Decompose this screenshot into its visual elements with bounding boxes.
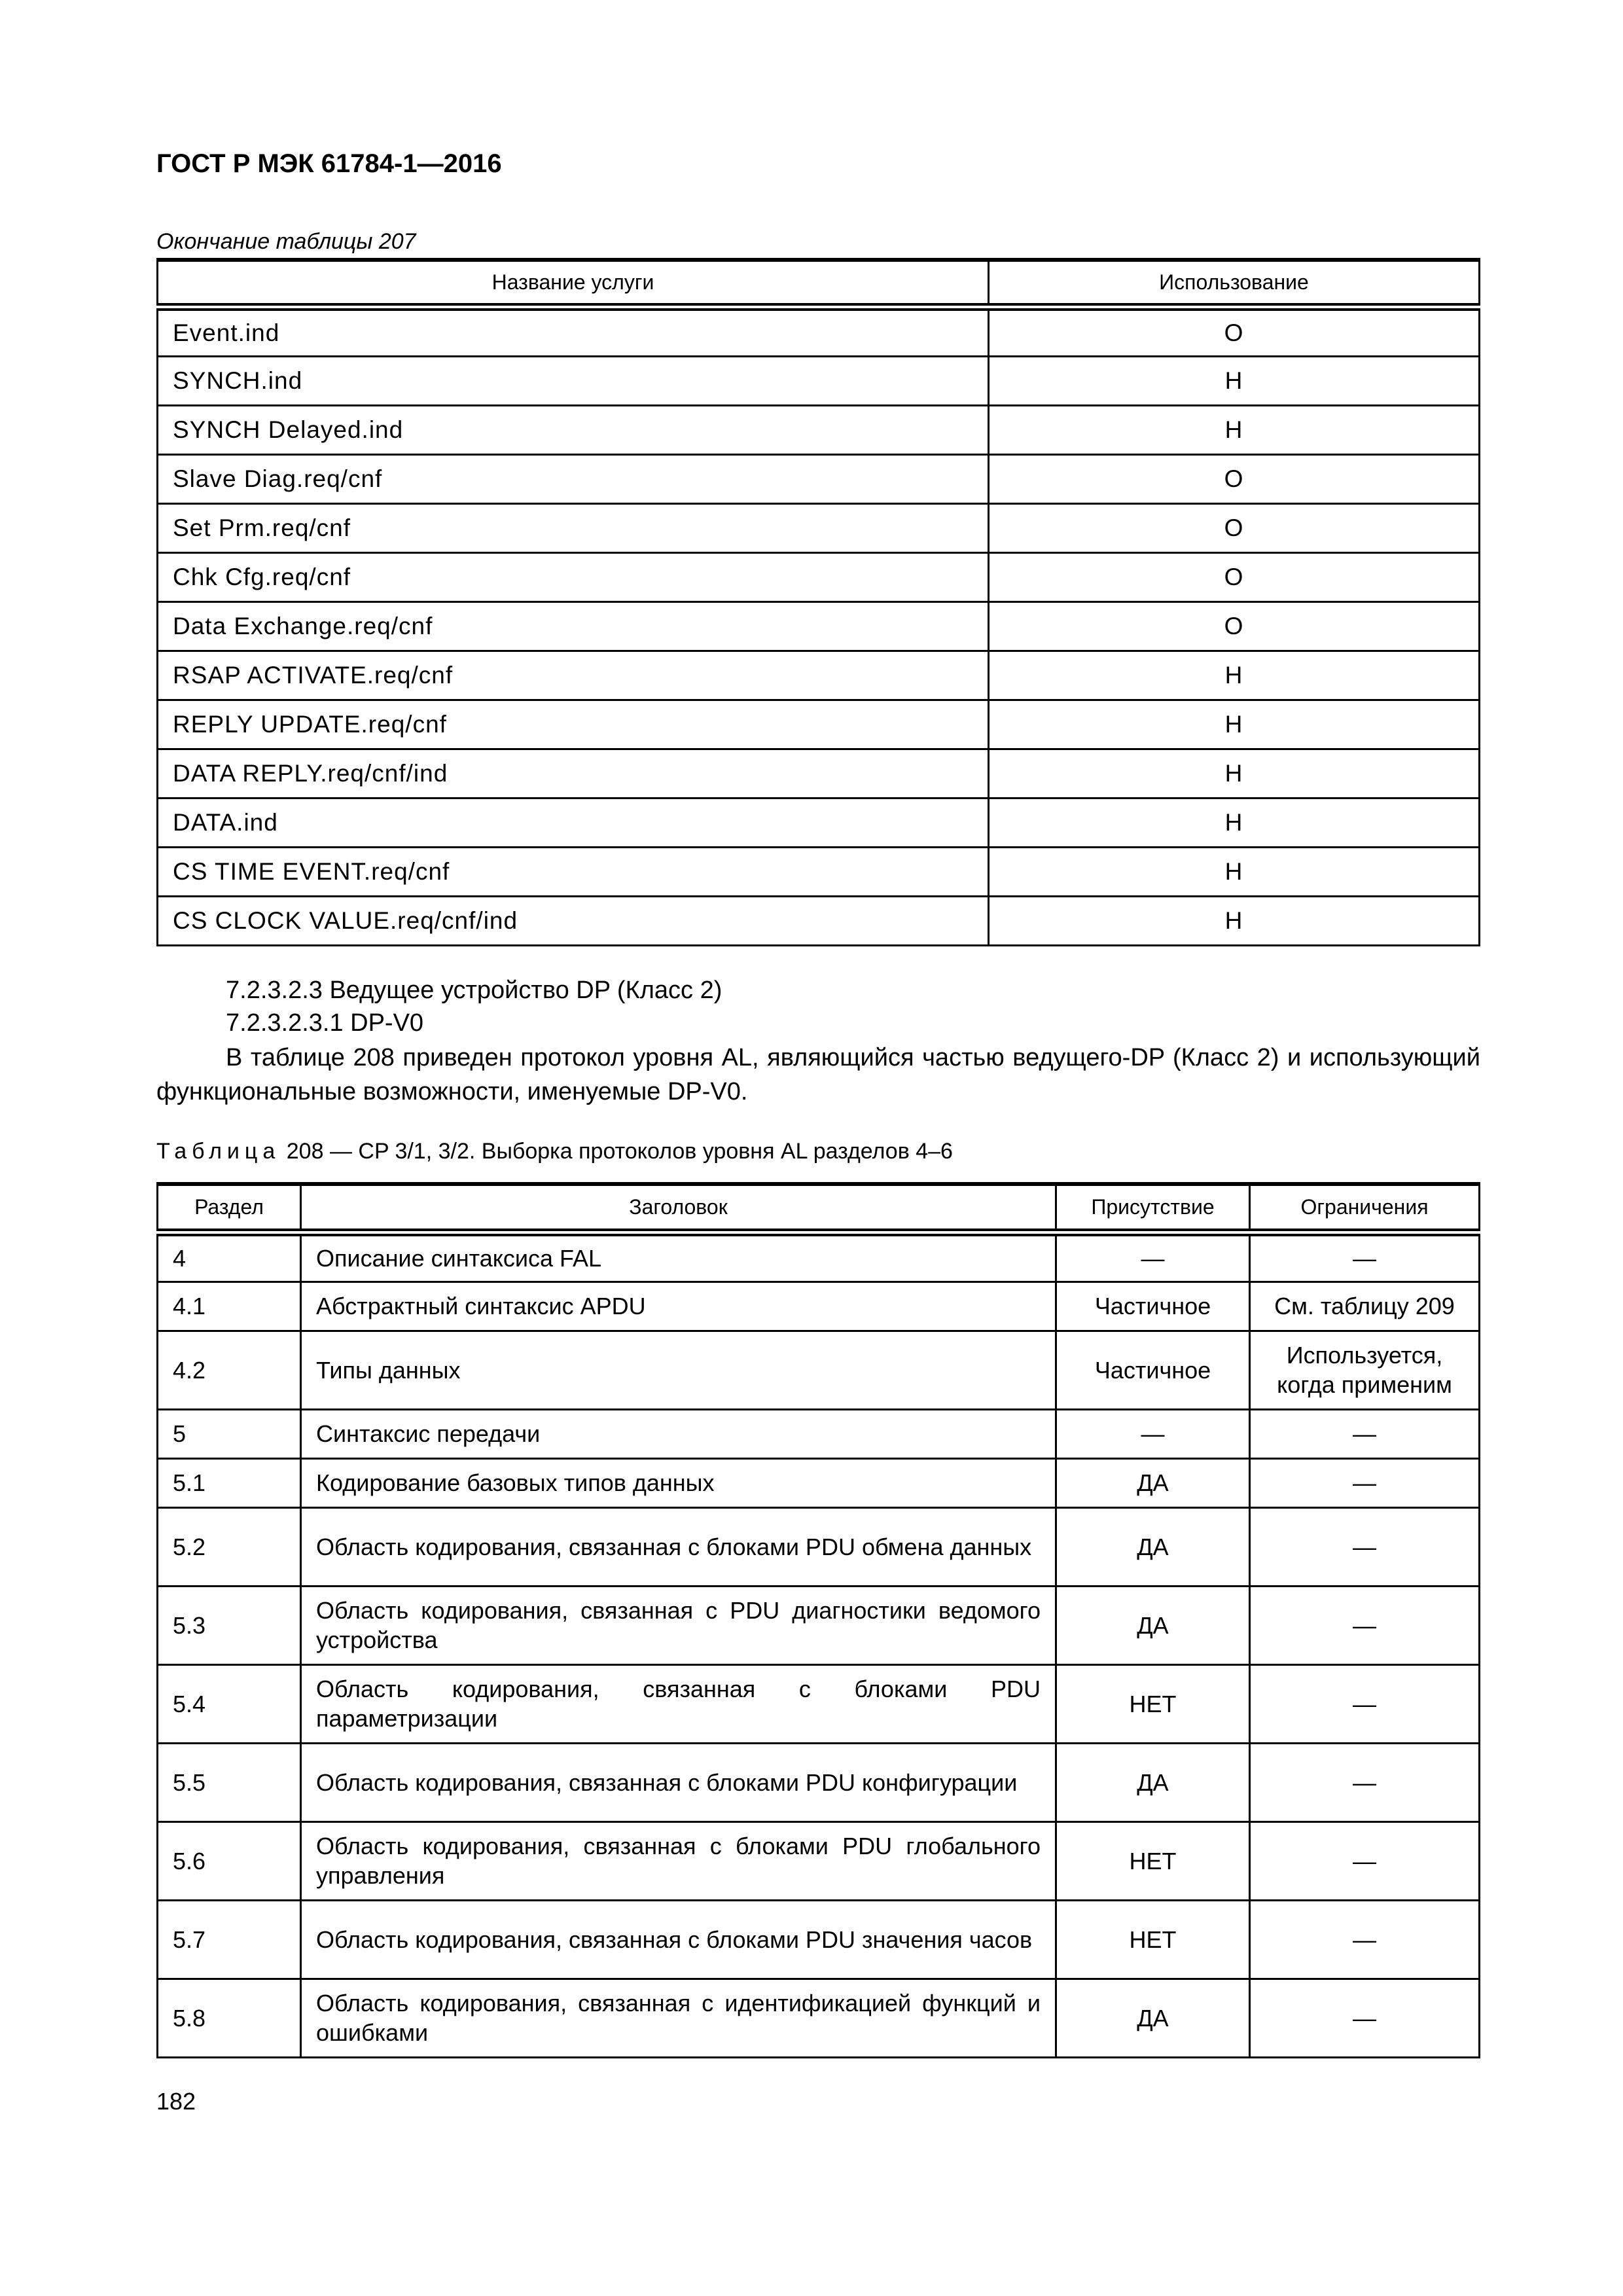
usage-cell: O [989,601,1480,651]
table-row [158,356,1480,405]
table-208-caption [156,1139,953,1164]
table-row [158,307,1480,356]
section-cell: 5.1 [158,1458,301,1507]
service-name-cell: CS TIME EVENT.req/cnf [158,847,989,896]
title-cell: Синтаксис передачи [301,1409,1056,1458]
restrictions-cell: — [1250,1743,1480,1821]
table-row [158,454,1480,503]
column-header: Ограничения [1250,1184,1480,1232]
title-cell: Область кодирования, связанная с блоками PDU обмена данных [301,1507,1056,1586]
column-header: Название услуги [158,260,989,307]
service-name-cell: SYNCH.ind [158,356,989,405]
title-cell: Область кодирования, связанная с блоками PDU параметризации [301,1664,1056,1743]
section-cell: 4.2 [158,1331,301,1409]
title-cell: Область кодирования, связанная с блоками PDU глобального управления [301,1821,1056,1900]
title-cell: Область кодирования, связанная с блоками PDU конфигурации [301,1743,1056,1821]
table-row [158,1331,1480,1409]
section-cell: 5.4 [158,1664,301,1743]
column-header: Раздел [158,1184,301,1232]
restrictions-cell: — [1250,1979,1480,2057]
table-row [158,798,1480,847]
service-name-cell: CS CLOCK VALUE.req/cnf/ind [158,896,989,945]
usage-cell: H [989,405,1480,454]
service-name-cell: Set Prm.req/cnf [158,503,989,552]
usage-cell: O [989,307,1480,356]
service-name-cell: RSAP ACTIVATE.req/cnf [158,651,989,700]
section-cell: 4.1 [158,1282,301,1331]
service-name-cell: DATA.ind [158,798,989,847]
table-row [158,1507,1480,1586]
section-heading: 7.2.3.2.3 Ведущее устройство DP (Класс 2) [226,977,722,1004]
section-cell: 4 [158,1232,301,1282]
restrictions-cell: — [1250,1586,1480,1664]
table-207 [156,258,1480,946]
table-row [158,503,1480,552]
table-row [158,1979,1480,2057]
usage-cell: H [989,847,1480,896]
table-row [158,1743,1480,1821]
table-row [158,1409,1480,1458]
title-cell: Область кодирования, связанная с PDU диагностики ведомого устройства [301,1586,1056,1664]
presence-cell: ДА [1056,1743,1250,1821]
section-cell: 5.6 [158,1821,301,1900]
presence-cell: Частичное [1056,1282,1250,1331]
table-row [158,1664,1480,1743]
section-cell: 5 [158,1409,301,1458]
column-header: Использование [989,260,1480,307]
table-row [158,700,1480,749]
title-cell: Область кодирования, связанная с идентификацией функций и ошибками [301,1979,1056,2057]
usage-cell: H [989,700,1480,749]
column-header: Заголовок [301,1184,1056,1232]
usage-cell: H [989,749,1480,798]
presence-cell: — [1056,1232,1250,1282]
restrictions-cell: Используется, когда применим [1250,1331,1480,1409]
restrictions-cell: См. таблицу 209 [1250,1282,1480,1331]
body-paragraph: В таблице 208 приведен протокол уровня AL, являющийся частью ведущего-DP (Класс 2) и использующий функциональные возможности, именуемые DP-V0. [156,1044,1480,1105]
service-name-cell: DATA REPLY.req/cnf/ind [158,749,989,798]
service-name-cell: Slave Diag.req/cnf [158,454,989,503]
document-header: ГОСТ Р МЭК 61784-1—2016 [156,149,502,178]
usage-cell: H [989,356,1480,405]
table-row [158,749,1480,798]
presence-cell: Частичное [1056,1331,1250,1409]
service-name-cell: SYNCH Delayed.ind [158,405,989,454]
table-208 [156,1182,1480,2058]
table-row [158,1900,1480,1979]
service-name-cell: REPLY UPDATE.req/cnf [158,700,989,749]
usage-cell: H [989,651,1480,700]
table-207-continuation-caption: Окончание таблицы 207 [156,229,416,254]
table-row [158,847,1480,896]
section-cell: 5.3 [158,1586,301,1664]
presence-cell: НЕТ [1056,1900,1250,1979]
presence-cell: ДА [1056,1979,1250,2057]
service-name-cell: Data Exchange.req/cnf [158,601,989,651]
restrictions-cell: — [1250,1664,1480,1743]
table-row [158,896,1480,945]
page-number: 182 [156,2088,196,2115]
presence-cell: НЕТ [1056,1664,1250,1743]
presence-cell: — [1056,1409,1250,1458]
table-row [158,601,1480,651]
table-row [158,1232,1480,1282]
table-row [158,1586,1480,1664]
usage-cell: H [989,798,1480,847]
restrictions-cell: — [1250,1409,1480,1458]
section-cell: 5.7 [158,1900,301,1979]
restrictions-cell: — [1250,1900,1480,1979]
presence-cell: НЕТ [1056,1821,1250,1900]
table-row [158,1458,1480,1507]
caption-text: 208 — CP 3/1, 3/2. Выборка протоколов уровня AL разделов 4–6 [286,1139,953,1164]
restrictions-cell: — [1250,1507,1480,1586]
title-cell: Кодирование базовых типов данных [301,1458,1056,1507]
usage-cell: H [989,896,1480,945]
section-cell: 5.2 [158,1507,301,1586]
title-cell: Область кодирования, связанная с блоками PDU значения часов [301,1900,1056,1979]
title-cell: Абстрактный синтаксис APDU [301,1282,1056,1331]
restrictions-cell: — [1250,1821,1480,1900]
usage-cell: O [989,454,1480,503]
restrictions-cell: — [1250,1458,1480,1507]
column-header: Присутствие [1056,1184,1250,1232]
usage-cell: O [989,503,1480,552]
section-cell: 5.5 [158,1743,301,1821]
usage-cell: O [989,552,1480,601]
section-cell: 5.8 [158,1979,301,2057]
subsection-heading: 7.2.3.2.3.1 DP-V0 [226,1009,424,1037]
presence-cell: ДА [1056,1458,1250,1507]
presence-cell: ДА [1056,1507,1250,1586]
title-cell: Описание синтаксиса FAL [301,1232,1056,1282]
caption-label: Таблица [156,1139,281,1164]
table-row [158,651,1480,700]
table-row [158,1821,1480,1900]
restrictions-cell: — [1250,1232,1480,1282]
service-name-cell: Chk Cfg.req/cnf [158,552,989,601]
title-cell: Типы данных [301,1331,1056,1409]
table-row [158,1282,1480,1331]
service-name-cell: Event.ind [158,307,989,356]
table-row [158,552,1480,601]
presence-cell: ДА [1056,1586,1250,1664]
table-row [158,405,1480,454]
